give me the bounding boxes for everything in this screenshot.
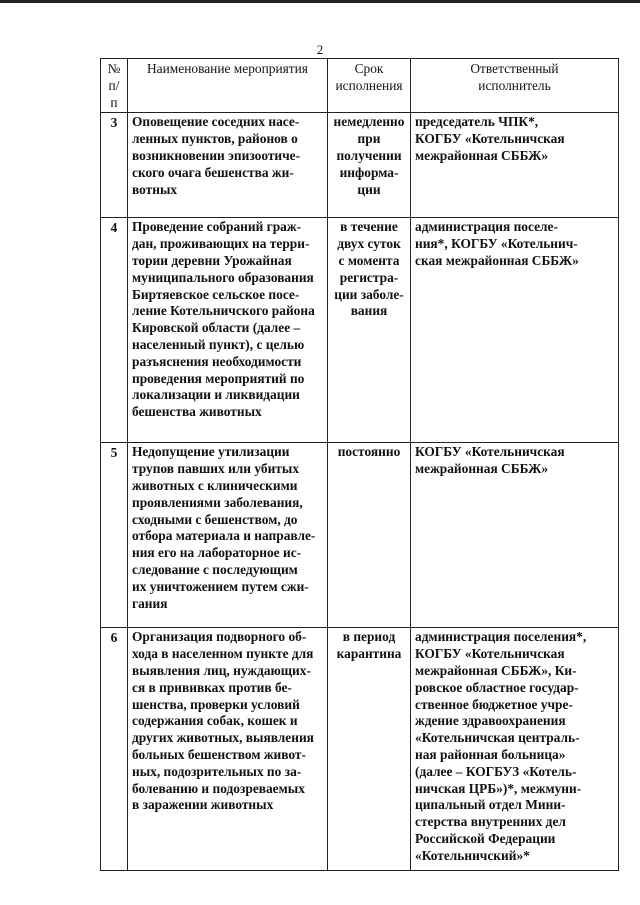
table-row [101,443,619,628]
table-row [101,218,619,443]
measure-executor: администрация поселения*, КОГБУ «Котельничская межрайонная СББЖ», Ки- ровское областное государ- ственное бюджетное учре- ждение здравоохранения «Котельничская централь- ная районная больница» (далее – КОГБУЗ «Котель- ничская ЦРБ»)*, межмуни- ципальный отдел Мини- стерства внутренних дел Российской Федерации «Котельничский»* [411,628,619,871]
header-executor: Ответственный исполнитель [411,59,619,113]
measure-executor: КОГБУ «Котельничская межрайонная СББЖ» [411,443,619,628]
header-num: № п/п [101,59,128,113]
header-term: Срок исполнения [328,59,411,113]
table-header-row [101,59,619,113]
row-number: 3 [101,113,128,218]
measure-term: немедленно при получении информа- ции [328,113,411,218]
row-number: 5 [101,443,128,628]
measure-term: постоянно [328,443,411,628]
measures-table [100,58,619,871]
header-name: Наименование мероприятия [128,59,328,113]
page-number: 2 [316,42,324,57]
measure-name: Недопущение утилизации трупов павших или убитых животных с клиническими проявлениями заболевания, сходными с бешенством, до отбора материала и направле- ния его на лабораторное ис- следование с последующим их уничтожением путем сжи- гания [128,443,328,628]
row-number: 6 [101,628,128,871]
row-number: 4 [101,218,128,443]
table-row [101,628,619,871]
measure-executor: председатель ЧПК*, КОГБУ «Котельничская межрайонная СББЖ» [411,113,619,218]
table-row [101,113,619,218]
measure-name: Организация подворного об- хода в населенном пункте для выявления лиц, нуждающих- ся в прививках против бе- шенства, проверки условий содержания собак, кошек и других животных, выявления больных бешенством живот- ных, подозрительных по за- болеванию и подозреваемых в заражении животных [128,628,328,871]
top-border-line [0,0,640,3]
measure-term: в период карантина [328,628,411,871]
measure-name: Проведение собраний граж- дан, проживающих на терри- тории деревни Урожайная муниципального образования Биртяевское сельское посе- ление Котельничского района Кировской области (далее – населенный пункт), с целью разъяснения необходимости проведения мероприятий по локализации и ликвидации бешенства животных [128,218,328,443]
measure-name: Оповещение соседних насе- ленных пунктов, районов о возникновении эпизоотиче- ского очага бешенства жи- вотных [128,113,328,218]
measure-executor: администрация поселе- ния*, КОГБУ «Котельнич- ская межрайонная СББЖ» [411,218,619,443]
measure-term: в течение двух суток с момента регистра- ции заболе- вания [328,218,411,443]
